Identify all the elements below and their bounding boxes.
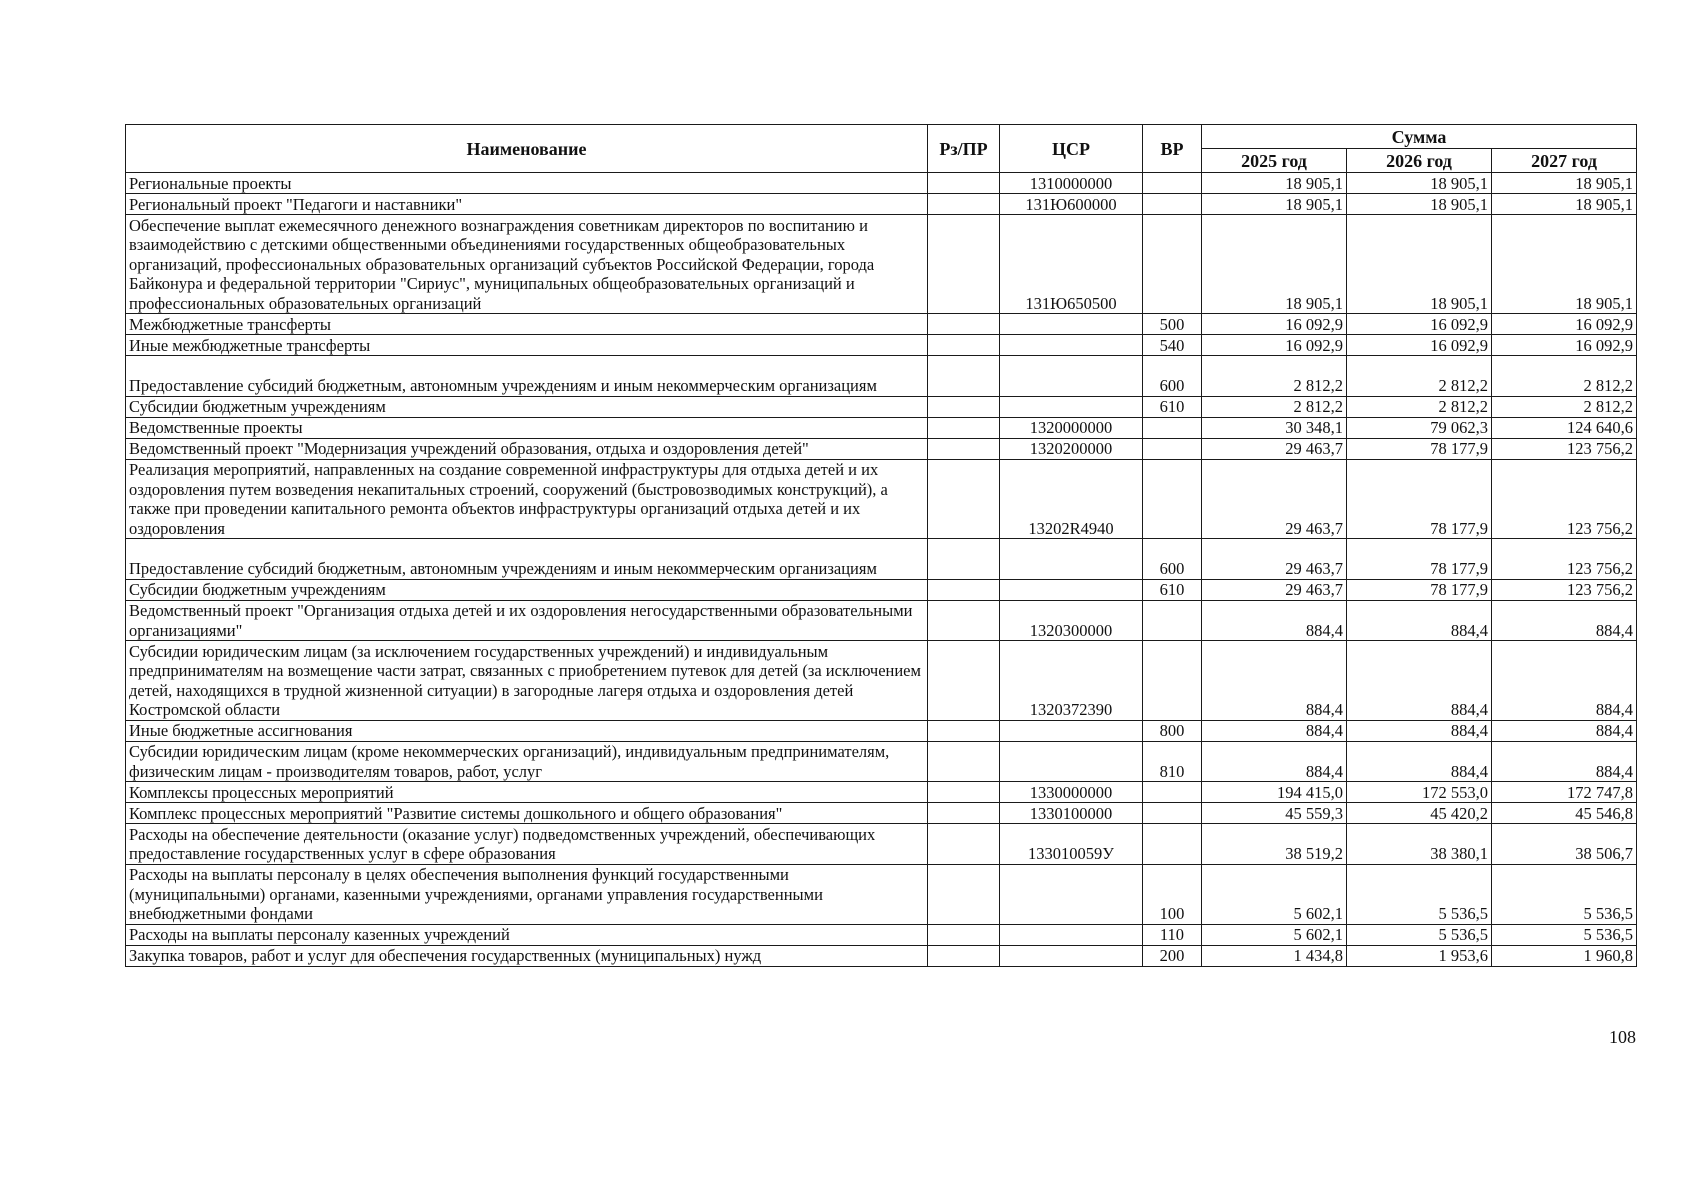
cell-2026: 18 905,1: [1347, 194, 1492, 215]
cell-name: Комплекс процессных мероприятий "Развитие системы дошкольного и общего образования": [126, 803, 928, 824]
cell-2027: 38 506,7: [1492, 824, 1637, 865]
table-row: [126, 194, 1637, 215]
cell-2025: 30 348,1: [1202, 417, 1347, 438]
cell-rz-pr: [928, 741, 1000, 782]
cell-name: Региональные проекты: [126, 173, 928, 194]
cell-rz-pr: [928, 335, 1000, 356]
header-year-2025: 2025 год: [1202, 149, 1347, 173]
cell-2026: 78 177,9: [1347, 539, 1492, 580]
cell-name: Предоставление субсидий бюджетным, автономным учреждениям и иным некоммерческим организациям: [126, 356, 928, 397]
cell-name: Комплексы процессных мероприятий: [126, 782, 928, 803]
cell-vr: 200: [1143, 945, 1202, 966]
cell-vr: 110: [1143, 924, 1202, 945]
cell-name: Ведомственный проект "Модернизация учреждений образования, отдыха и оздоровления детей": [126, 438, 928, 459]
cell-name: Реализация мероприятий, направленных на создание современной инфраструктуры для отдыха детей и их оздоровления путем возведения некапитальных строений, сооружений (быстровозводимых конструкций), а также при проведении капитального ремонта объектов инфраструктуры организаций отдыха детей и их оздоровления: [126, 459, 928, 539]
cell-2027: 123 756,2: [1492, 539, 1637, 580]
table-row: [126, 641, 1637, 721]
cell-name: Субсидии бюджетным учреждениям: [126, 396, 928, 417]
cell-rz-pr: [928, 173, 1000, 194]
cell-2025: 2 812,2: [1202, 396, 1347, 417]
cell-2026: 884,4: [1347, 720, 1492, 741]
cell-csr: 1320300000: [1000, 600, 1143, 641]
cell-rz-pr: [928, 539, 1000, 580]
cell-rz-pr: [928, 641, 1000, 721]
cell-2025: 29 463,7: [1202, 539, 1347, 580]
cell-csr: 133010059У: [1000, 824, 1143, 865]
cell-vr: [1143, 417, 1202, 438]
cell-2027: 884,4: [1492, 641, 1637, 721]
cell-csr: 1320200000: [1000, 438, 1143, 459]
cell-2025: 5 602,1: [1202, 864, 1347, 924]
cell-2027: 16 092,9: [1492, 335, 1637, 356]
cell-2026: 18 905,1: [1347, 215, 1492, 314]
cell-csr: 1320000000: [1000, 417, 1143, 438]
table-row: [126, 417, 1637, 438]
cell-2027: 5 536,5: [1492, 864, 1637, 924]
cell-2025: 884,4: [1202, 600, 1347, 641]
cell-csr: [1000, 741, 1143, 782]
table-row: [126, 824, 1637, 865]
table-row: [126, 314, 1637, 335]
cell-2026: 172 553,0: [1347, 782, 1492, 803]
cell-name: Региональный проект "Педагоги и наставники": [126, 194, 928, 215]
cell-2027: 2 812,2: [1492, 356, 1637, 397]
table-row: [126, 803, 1637, 824]
cell-rz-pr: [928, 194, 1000, 215]
cell-2026: 78 177,9: [1347, 438, 1492, 459]
header-sum: Сумма: [1202, 125, 1637, 149]
cell-csr: [1000, 945, 1143, 966]
cell-rz-pr: [928, 924, 1000, 945]
cell-rz-pr: [928, 720, 1000, 741]
cell-2027: 2 812,2: [1492, 396, 1637, 417]
table-row: [126, 356, 1637, 397]
page-number: 108: [1609, 1027, 1636, 1047]
table-row: [126, 924, 1637, 945]
cell-csr: 13202R4940: [1000, 459, 1143, 539]
cell-2027: 884,4: [1492, 600, 1637, 641]
cell-2025: 194 415,0: [1202, 782, 1347, 803]
table-row: [126, 945, 1637, 966]
cell-rz-pr: [928, 945, 1000, 966]
cell-2026: 79 062,3: [1347, 417, 1492, 438]
table-row: [126, 215, 1637, 314]
budget-table: [125, 124, 1637, 967]
cell-name: Закупка товаров, работ и услуг для обеспечения государственных (муниципальных) нужд: [126, 945, 928, 966]
cell-name: Обеспечение выплат ежемесячного денежного вознаграждения советникам директоров по воспитанию и взаимодействию с детскими общественными объединениями государственных общеобразовательных организаций, профессиональных образовательных организаций субъектов Российской Федерации, города Байконура и федеральной территории "Сириус", муниципальных общеобразовательных организаций и профессиональных образовательных организаций: [126, 215, 928, 314]
cell-csr: [1000, 396, 1143, 417]
header-year-2027: 2027 год: [1492, 149, 1637, 173]
cell-2027: 123 756,2: [1492, 459, 1637, 539]
cell-vr: [1143, 194, 1202, 215]
cell-vr: 610: [1143, 396, 1202, 417]
cell-2026: 16 092,9: [1347, 314, 1492, 335]
cell-rz-pr: [928, 864, 1000, 924]
table-row: [126, 741, 1637, 782]
cell-rz-pr: [928, 417, 1000, 438]
cell-2027: 5 536,5: [1492, 924, 1637, 945]
table-header: [126, 125, 1637, 173]
table-row: [126, 335, 1637, 356]
cell-csr: [1000, 356, 1143, 397]
cell-name: Расходы на обеспечение деятельности (оказание услуг) подведомственных учреждений, обеспечивающих предоставление государственных услуг в сфере образования: [126, 824, 928, 865]
cell-rz-pr: [928, 314, 1000, 335]
cell-2026: 884,4: [1347, 741, 1492, 782]
cell-vr: [1143, 824, 1202, 865]
cell-name: Ведомственные проекты: [126, 417, 928, 438]
cell-2027: 18 905,1: [1492, 215, 1637, 314]
cell-name: Субсидии юридическим лицам (кроме некоммерческих организаций), индивидуальным предпринимателям, физическим лицам - производителям товаров, работ, услуг: [126, 741, 928, 782]
cell-2027: 124 640,6: [1492, 417, 1637, 438]
cell-rz-pr: [928, 396, 1000, 417]
table-body: [126, 173, 1637, 967]
cell-2025: 29 463,7: [1202, 459, 1347, 539]
header-vr: ВР: [1143, 125, 1202, 173]
cell-2025: 18 905,1: [1202, 173, 1347, 194]
cell-2025: 884,4: [1202, 641, 1347, 721]
header-rz-pr: Рз/ПР: [928, 125, 1000, 173]
cell-csr: [1000, 539, 1143, 580]
cell-rz-pr: [928, 600, 1000, 641]
cell-2026: 78 177,9: [1347, 459, 1492, 539]
cell-2025: 1 434,8: [1202, 945, 1347, 966]
header-csr: ЦСР: [1000, 125, 1143, 173]
table-row: [126, 782, 1637, 803]
cell-2025: 2 812,2: [1202, 356, 1347, 397]
cell-2027: 123 756,2: [1492, 438, 1637, 459]
cell-csr: 1310000000: [1000, 173, 1143, 194]
table-row: [126, 396, 1637, 417]
cell-rz-pr: [928, 803, 1000, 824]
cell-vr: [1143, 782, 1202, 803]
cell-2026: 5 536,5: [1347, 924, 1492, 945]
cell-2026: 2 812,2: [1347, 356, 1492, 397]
cell-name: Иные бюджетные ассигнования: [126, 720, 928, 741]
cell-2026: 45 420,2: [1347, 803, 1492, 824]
cell-2025: 5 602,1: [1202, 924, 1347, 945]
cell-csr: [1000, 924, 1143, 945]
cell-2025: 18 905,1: [1202, 194, 1347, 215]
cell-2027: 884,4: [1492, 741, 1637, 782]
cell-2025: 16 092,9: [1202, 314, 1347, 335]
cell-csr: 131Ю650500: [1000, 215, 1143, 314]
cell-vr: [1143, 173, 1202, 194]
cell-2025: 884,4: [1202, 741, 1347, 782]
cell-2026: 2 812,2: [1347, 396, 1492, 417]
header-name: Наименование: [126, 125, 928, 173]
cell-vr: 600: [1143, 539, 1202, 580]
cell-rz-pr: [928, 438, 1000, 459]
cell-csr: [1000, 720, 1143, 741]
cell-name: Ведомственный проект "Организация отдыха детей и их оздоровления негосударственными образовательными организациями": [126, 600, 928, 641]
cell-2027: 18 905,1: [1492, 173, 1637, 194]
cell-2025: 45 559,3: [1202, 803, 1347, 824]
cell-rz-pr: [928, 824, 1000, 865]
table-row: [126, 864, 1637, 924]
cell-vr: 800: [1143, 720, 1202, 741]
cell-rz-pr: [928, 782, 1000, 803]
cell-2027: 123 756,2: [1492, 579, 1637, 600]
table-row: [126, 438, 1637, 459]
cell-csr: [1000, 579, 1143, 600]
table-row: [126, 600, 1637, 641]
cell-2025: 884,4: [1202, 720, 1347, 741]
cell-2025: 18 905,1: [1202, 215, 1347, 314]
cell-2027: 172 747,8: [1492, 782, 1637, 803]
cell-vr: 500: [1143, 314, 1202, 335]
cell-vr: [1143, 803, 1202, 824]
cell-vr: [1143, 641, 1202, 721]
table-row: [126, 720, 1637, 741]
cell-2027: 16 092,9: [1492, 314, 1637, 335]
cell-vr: [1143, 215, 1202, 314]
cell-csr: [1000, 864, 1143, 924]
cell-rz-pr: [928, 579, 1000, 600]
cell-csr: 1330000000: [1000, 782, 1143, 803]
cell-name: Расходы на выплаты персоналу казенных учреждений: [126, 924, 928, 945]
cell-2025: 29 463,7: [1202, 438, 1347, 459]
cell-csr: 1330100000: [1000, 803, 1143, 824]
cell-name: Межбюджетные трансферты: [126, 314, 928, 335]
cell-2026: 38 380,1: [1347, 824, 1492, 865]
cell-vr: [1143, 459, 1202, 539]
cell-csr: 1320372390: [1000, 641, 1143, 721]
table-row: [126, 459, 1637, 539]
cell-name: Субсидии юридическим лицам (за исключением государственных учреждений) и индивидуальным предпринимателям на возмещение части затрат, связанных с приобретением путевок для детей (за исключением детей, находящихся в трудной жизненной ситуации) в загородные лагеря отдыха и оздоровления детей Костромской области: [126, 641, 928, 721]
cell-vr: 540: [1143, 335, 1202, 356]
cell-name: Субсидии бюджетным учреждениям: [126, 579, 928, 600]
header-year-2026: 2026 год: [1347, 149, 1492, 173]
cell-2027: 884,4: [1492, 720, 1637, 741]
cell-2026: 16 092,9: [1347, 335, 1492, 356]
cell-2026: 884,4: [1347, 600, 1492, 641]
cell-vr: [1143, 438, 1202, 459]
cell-name: Предоставление субсидий бюджетным, автономным учреждениям и иным некоммерческим организациям: [126, 539, 928, 580]
cell-2026: 78 177,9: [1347, 579, 1492, 600]
cell-csr: [1000, 335, 1143, 356]
cell-name: Иные межбюджетные трансферты: [126, 335, 928, 356]
cell-vr: 610: [1143, 579, 1202, 600]
cell-2025: 16 092,9: [1202, 335, 1347, 356]
cell-2026: 5 536,5: [1347, 864, 1492, 924]
cell-vr: 810: [1143, 741, 1202, 782]
cell-vr: 100: [1143, 864, 1202, 924]
cell-rz-pr: [928, 356, 1000, 397]
cell-vr: 600: [1143, 356, 1202, 397]
cell-name: Расходы на выплаты персоналу в целях обеспечения выполнения функций государственными (муниципальными) органами, казенными учреждениями, органами управления государственными внебюджетными фондами: [126, 864, 928, 924]
cell-vr: [1143, 600, 1202, 641]
cell-2025: 29 463,7: [1202, 579, 1347, 600]
cell-csr: [1000, 314, 1143, 335]
cell-2026: 18 905,1: [1347, 173, 1492, 194]
cell-rz-pr: [928, 459, 1000, 539]
cell-2026: 884,4: [1347, 641, 1492, 721]
cell-2027: 1 960,8: [1492, 945, 1637, 966]
table-row: [126, 539, 1637, 580]
cell-rz-pr: [928, 215, 1000, 314]
cell-2027: 45 546,8: [1492, 803, 1637, 824]
cell-2025: 38 519,2: [1202, 824, 1347, 865]
cell-2027: 18 905,1: [1492, 194, 1637, 215]
table-row: [126, 173, 1637, 194]
cell-2026: 1 953,6: [1347, 945, 1492, 966]
cell-csr: 131Ю600000: [1000, 194, 1143, 215]
table-row: [126, 579, 1637, 600]
